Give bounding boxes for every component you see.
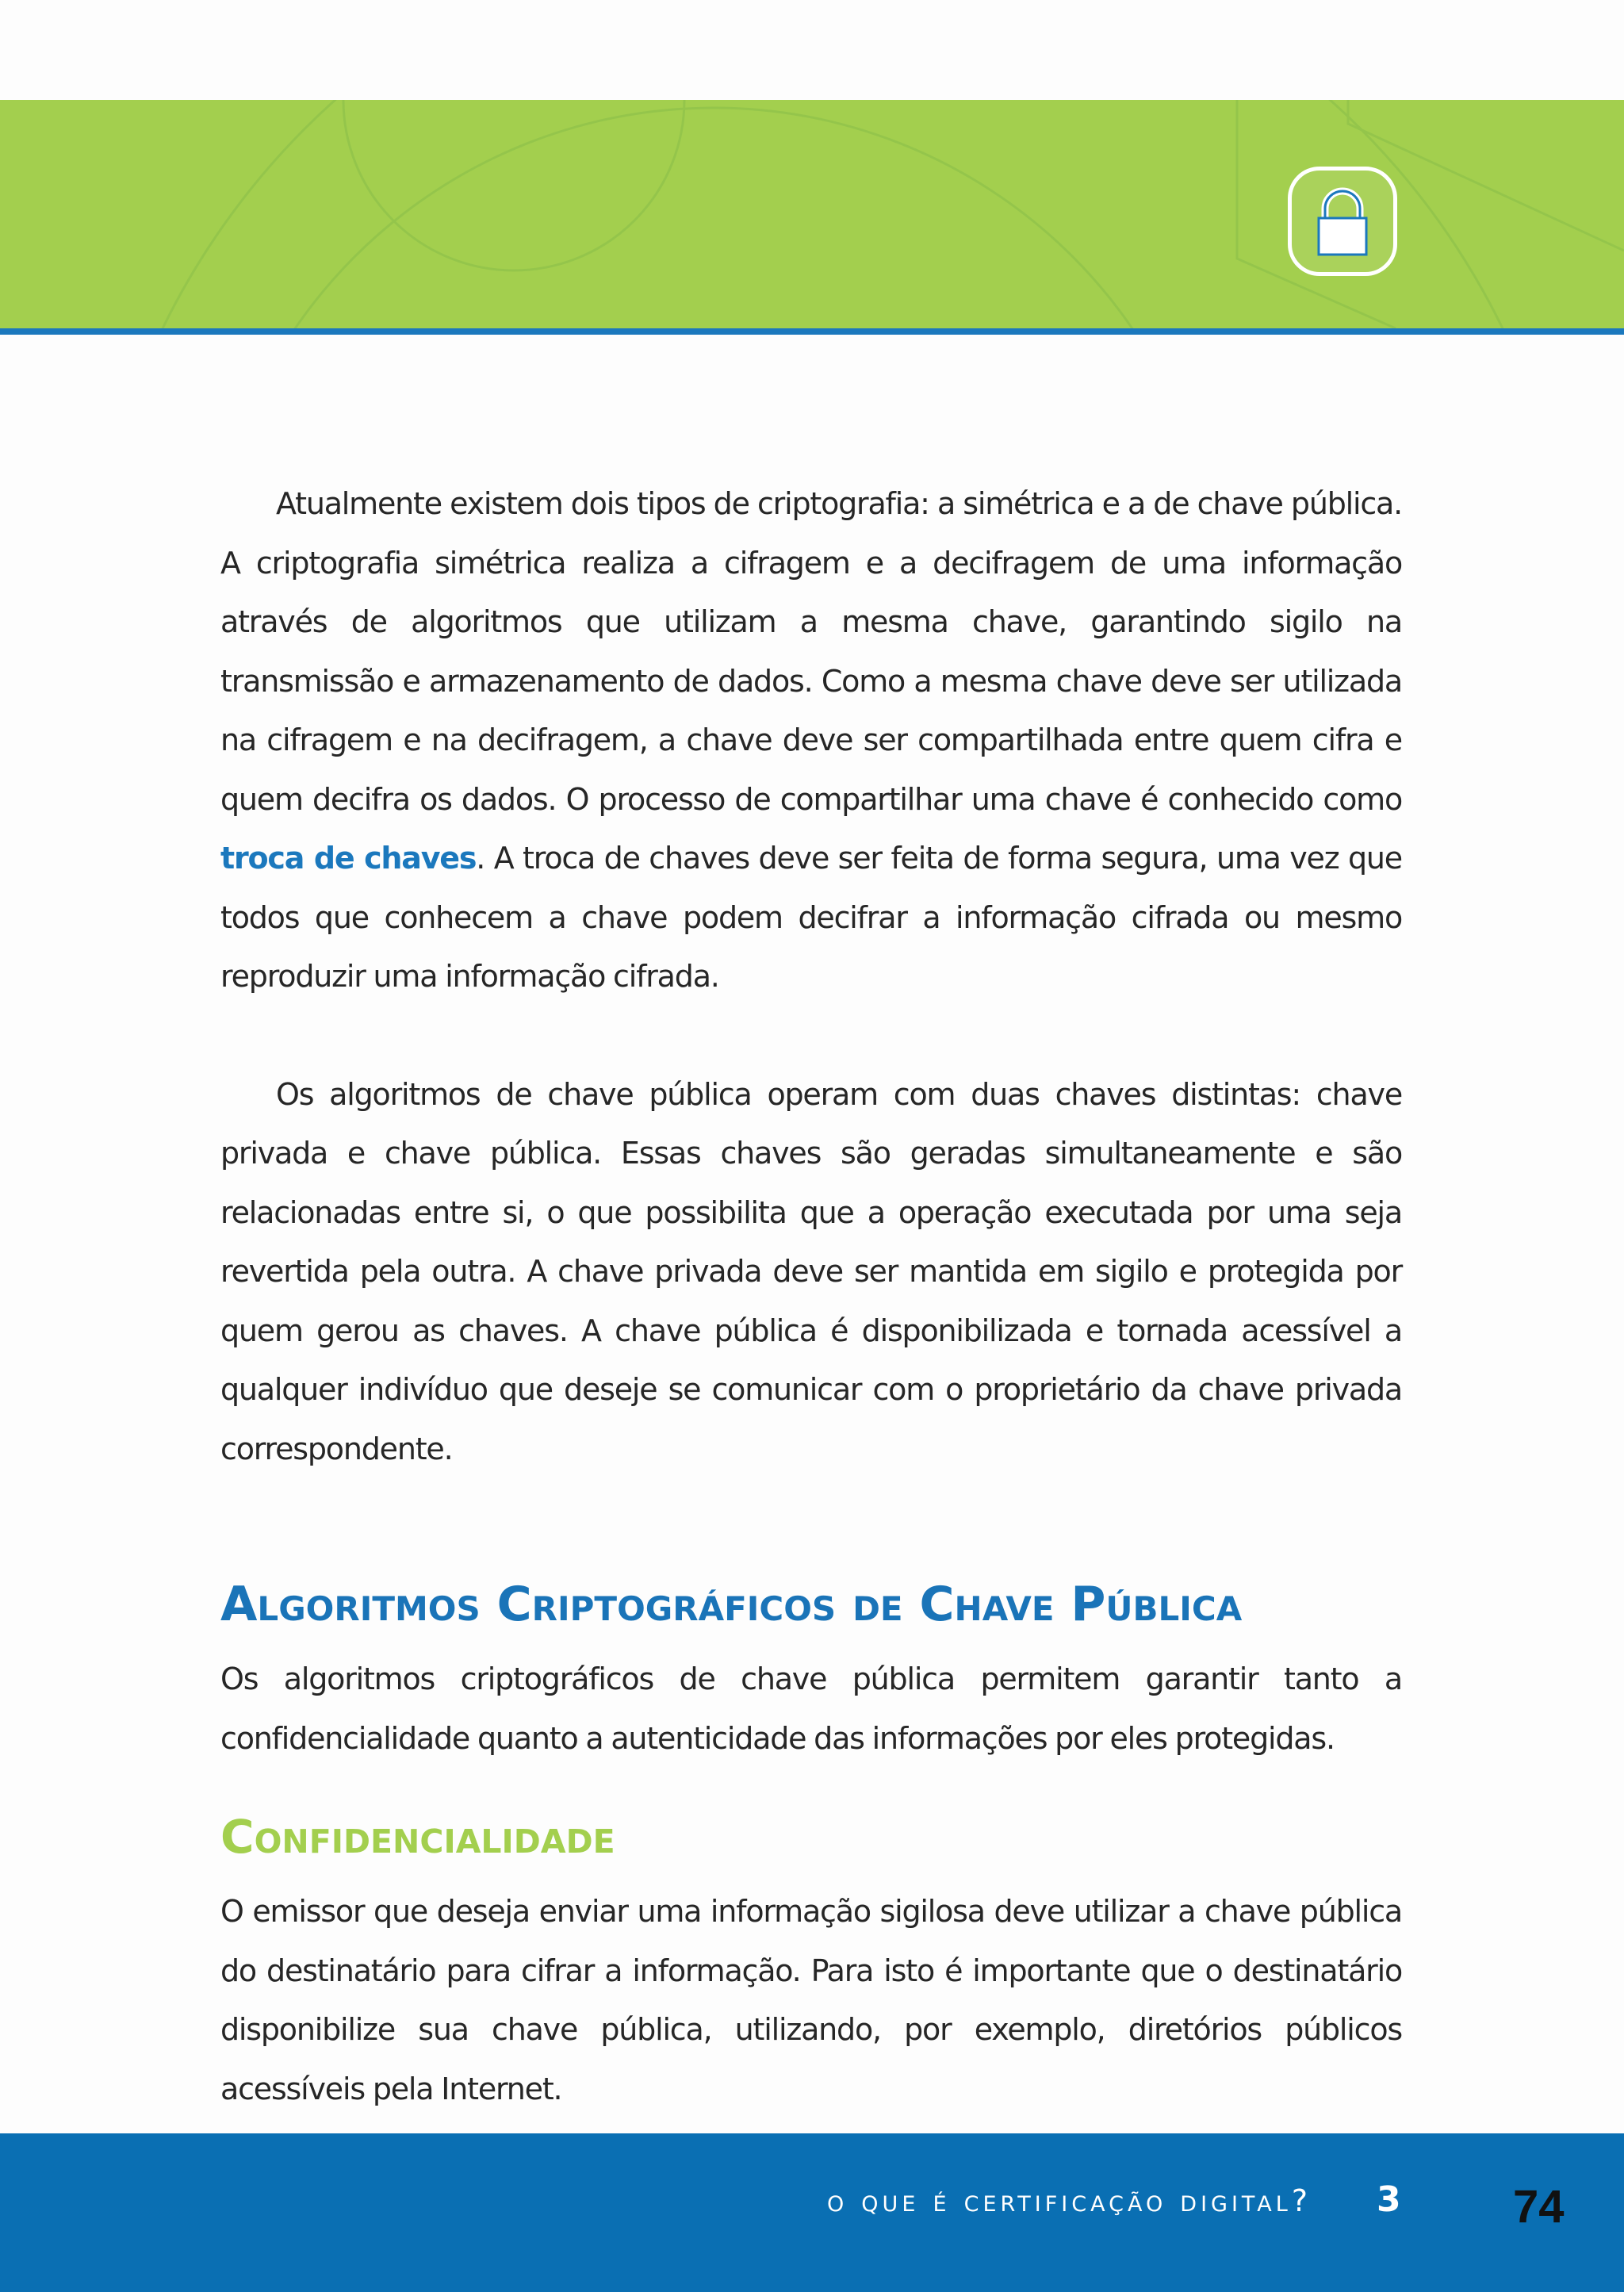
header-banner xyxy=(0,100,1624,328)
chapter-number: 3 xyxy=(1377,2179,1401,2220)
lock-badge xyxy=(1288,167,1397,276)
footer-bar xyxy=(0,2133,1624,2292)
paragraph-3: Os algoritmos criptográficos de chave pública permitem garantir tanto a confidencialidade quanto a autenticidade das informações por eles protegidas. xyxy=(220,1662,1402,1756)
paragraph-2: Os algoritmos de chave pública operam com duas chaves distintas: chave privada e chave pública. Essas chaves são geradas simultaneamente e são relacionadas entre si, o que possibilita que a operação executada por uma seja revertida pela outra. A chave privada deve ser mantida em sigilo e protegida por quem gerou as chaves. A chave pública é disponibilizada e tornada acessível a qualquer indivíduo que deseje se comunicar com o proprietário da chave privada correspondente. xyxy=(220,1076,1402,1466)
lock-icon xyxy=(1292,171,1393,272)
footer-title: o que é certificação digital? xyxy=(826,2183,1312,2218)
keyword-troca-de-chaves: troca de chaves xyxy=(220,841,477,876)
page-content xyxy=(220,474,1402,2118)
paragraph-4: O emissor que deseja enviar uma informação sigilosa deve utilizar a chave pública do destinatário para cifrar a informação. Para isto é importante que o destinatário disponibilize sua chave pública, utilizando, por exemplo, diretórios públicos acessíveis pela Internet. xyxy=(220,1894,1402,2106)
banner-rule xyxy=(0,328,1624,335)
section-heading: Algoritmos Criptográficos de Chave Pública xyxy=(220,1577,1243,1632)
subsection-heading: Confidencialidade xyxy=(220,1810,615,1864)
paragraph-1-text-end: . A troca de chaves deve ser feita de forma segura, uma vez que todos que conhecem a chave podem decifrar a informação cifrada ou mesmo reproduzir uma informação cifrada. xyxy=(220,841,1402,994)
page-number: 74 xyxy=(1513,2181,1565,2233)
paragraph-1-text: Atualmente existem dois tipos de criptografia: a simétrica e a de chave pública. A criptografia simétrica realiza a cifragem e a decifragem de uma informação através de algoritmos que utilizam a mesma chave, garantindo sigilo na transmissão e armazenamento de dados. Como a mesma chave deve ser utilizada na cifragem e na decifragem, a chave deve ser compartilhada entre quem cifra e quem decifra os dados. O processo de compartilhar uma chave é conhecido como xyxy=(220,486,1402,817)
paragraph-1 xyxy=(220,474,1402,1006)
